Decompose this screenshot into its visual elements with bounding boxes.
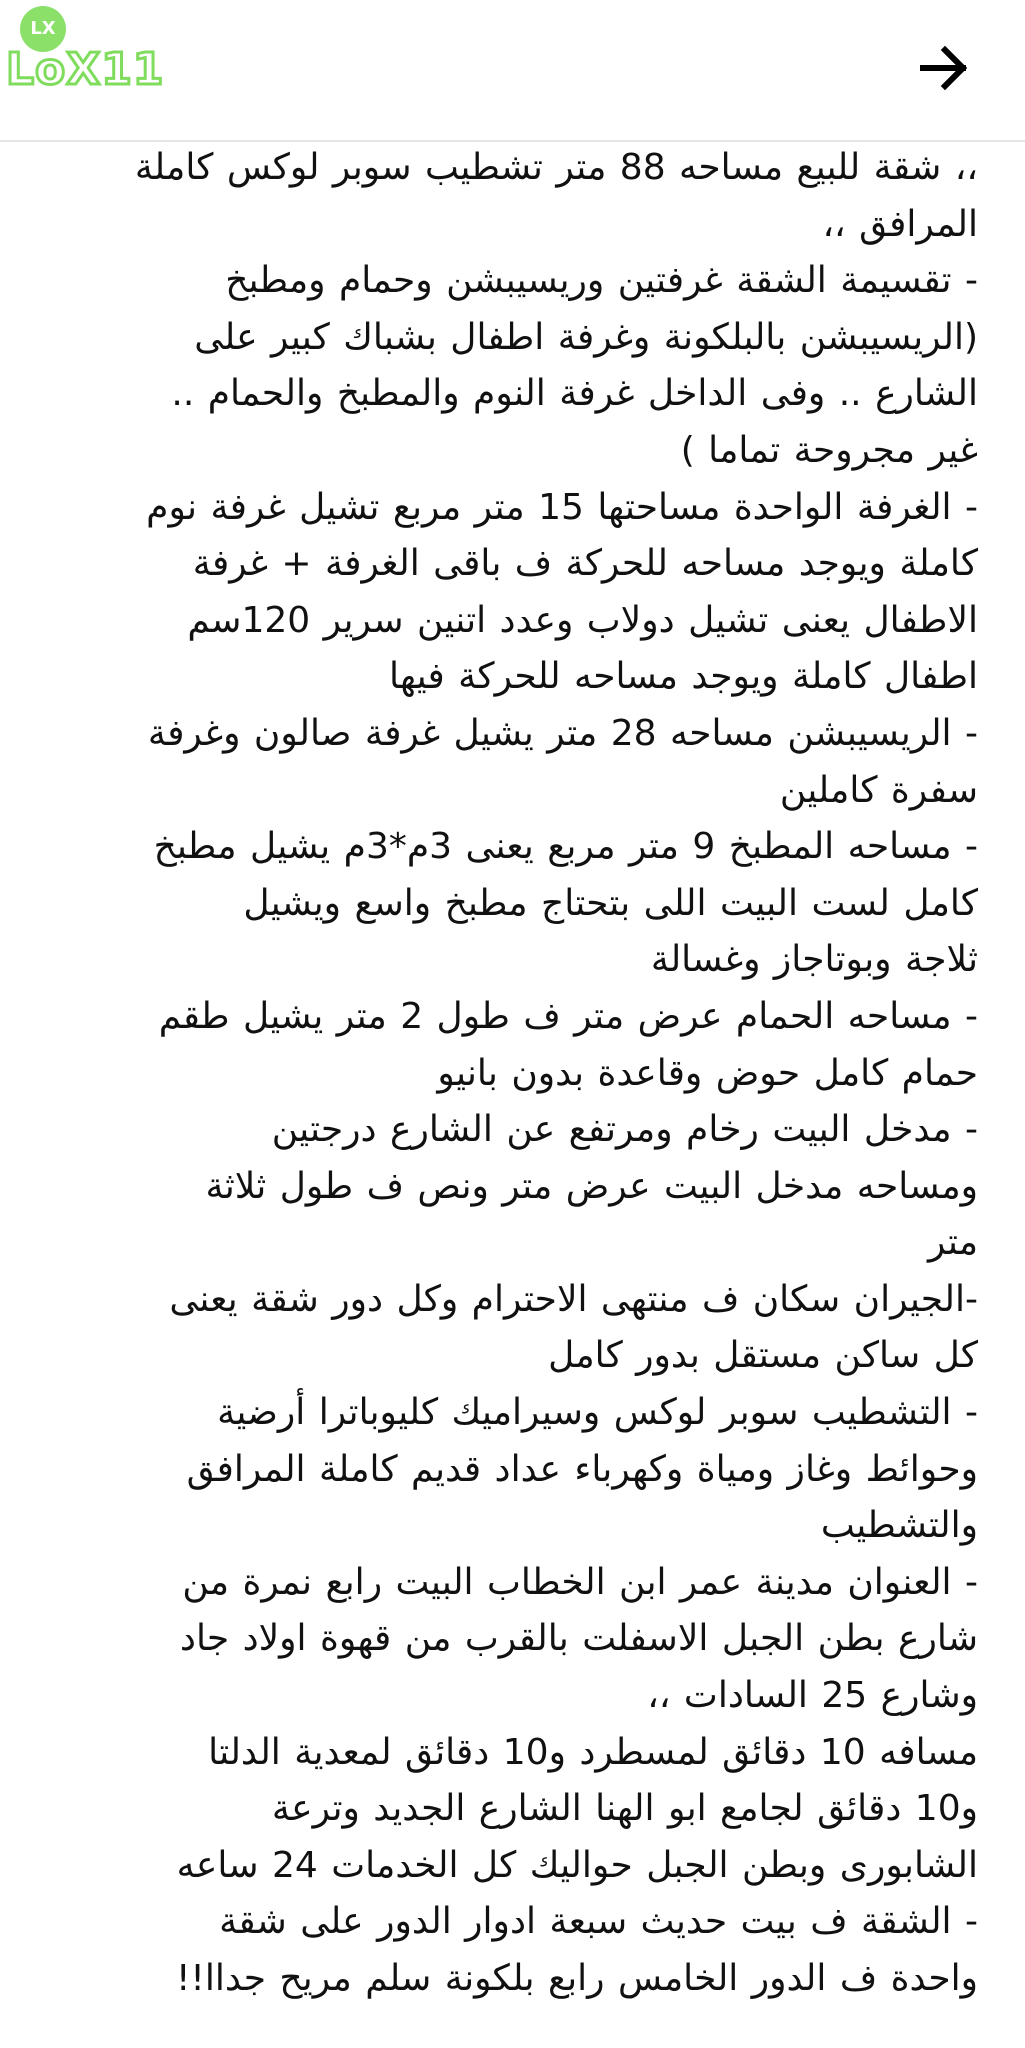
- post-text-line: و10 دقائق لجامع ابو الهنا الشارع الجديد وترعة: [271, 1788, 978, 1830]
- post-text-line: متر: [927, 1222, 978, 1264]
- post-text-line: واحدة ف الدور الخامس رابع بلكونة سلم مريح جداا!!: [175, 1958, 978, 1999]
- post-text-line: ومساحه مدخل البيت عرض متر ونص ف طول ثلاثة: [205, 1165, 978, 1207]
- post-text-line: - الريسيبشن مساحه 28 متر يشيل غرفة صالون وغرفة: [147, 712, 978, 754]
- logo-text: LoX11: [6, 44, 165, 95]
- arrow-right-icon[interactable]: [915, 40, 975, 96]
- post-text-line: الاطفال يعنى تشيل دولاب وعدد اتنين سرير 120سم: [187, 599, 978, 641]
- post-text-line: - الشقة ف بيت حديث سبعة ادوار الدور على شقة: [219, 1901, 978, 1943]
- post-body: [40, 140, 978, 2008]
- post-text-line: - العنوان مدينة عمر ابن الخطاب البيت رابع نمرة من: [182, 1561, 978, 1603]
- post-text-line: كامل لست البيت اللى بتحتاج مطبخ واسع ويشيل: [243, 882, 978, 924]
- post-text-line: (الريسيبشن بالبلكونة وغرفة اطفال بشباك كبير على: [194, 316, 978, 358]
- app-header: [0, 0, 1025, 142]
- post-text-line: الشارع .. وفى الداخل غرفة النوم والمطبخ والحمام ..: [171, 373, 978, 415]
- post-text-line: - مساحه الحمام عرض متر ف طول 2 متر يشيل طقم: [158, 995, 978, 1037]
- post-text-line: - مدخل البيت رخام ومرتفع عن الشارع درجتين: [271, 1109, 978, 1151]
- post-text-line: مسافه 10 دقائق لمسطرد و10 دقائق لمعدية الدلتا: [208, 1731, 978, 1773]
- watermark-logo: [6, 6, 186, 96]
- post-text-line: - تقسيمة الشقة غرفتين وريسيبشن وحمام ومطبخ: [225, 260, 978, 302]
- post-text-line: شارع بطن الجبل الاسفلت بالقرب من قهوة اولاد جاد: [179, 1618, 978, 1660]
- post-text-line: ثلاجة وبوتاجاز وغسالة: [650, 939, 978, 981]
- post-text-line: ،، شقة للبيع مساحه 88 متر تشطيب سوبر لوكس كاملة: [134, 147, 978, 188]
- post-text-line: - الغرفة الواحدة مساحتها 15 متر مربع تشيل غرفة نوم: [146, 486, 978, 528]
- post-text-line: المرافق ،،: [822, 203, 978, 245]
- post-text-line: سفرة كاملين: [779, 769, 978, 811]
- post-text-line: الشابورى وبطن الجبل حواليك كل الخدمات 24 ساعه: [176, 1844, 978, 1886]
- logo-badge: LX: [20, 6, 66, 52]
- post-text-line: - التشطيب سوبر لوكس وسيراميك كليوباترا أرضية: [217, 1392, 978, 1434]
- post-text-line: والتشطيب: [820, 1505, 978, 1547]
- post-text-line: وشارع 25 السادات ،،: [647, 1675, 978, 1717]
- post-text-line: كل ساكن مستقل بدور كامل: [548, 1335, 978, 1377]
- post-text-line: - مساحه المطبخ 9 متر مربع يعنى 3م*3م يشيل مطبخ: [153, 826, 978, 868]
- post-text-line: حمام كامل حوض وقاعدة بدون بانيو: [437, 1052, 978, 1094]
- post-text-line: -الجيران سكان ف منتهى الاحترام وكل دور شقة يعنى: [169, 1278, 978, 1320]
- post-text-line: اطفال كاملة ويوجد مساحه للحركة فيها: [389, 656, 978, 698]
- post-text-line: غير مجروحة تماما ): [680, 429, 978, 471]
- post-text-line: وحوائط وغاز ومياة وكهرباء عداد قديم كاملة المرافق: [186, 1448, 978, 1490]
- post-text-line: كاملة ويوجد مساحه للحركة ف باقى الغرفة + غرفة: [192, 543, 978, 585]
